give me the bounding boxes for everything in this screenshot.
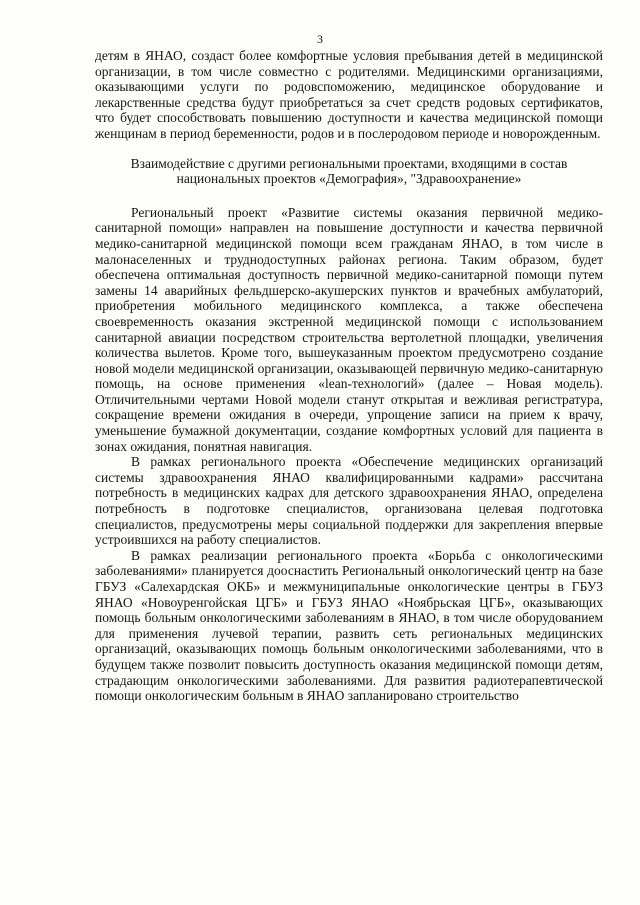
body-paragraph: Региональный проект «Развитие системы оказания первичной медико-санитарной помощи» направлен на повышение доступности и качества первичной медико-санитарной медицинской помощи всем гражданам ЯНАО, в том числе в малонаселенных и труднодоступных районах региона. Таким образом, будет обеспечена оптимальная доступность первичной медико-санитарной помощи путем замены 14 аварийных фельдшерско-акушерских пунктов и врачебных амбулаторий, приобретения мобильного медицинского комплекса, а также обеспечена своевременность оказания экстренной медицинской помощи с использованием санитарной авиации посредством строительства вертолетной площадки, увеличения количества вылетов. Кроме того, вышеуказанным проектом предусмотрено создание новой модели медицинской организации, оказывающей первичную медико-санитарную помощь, на основе применения «lean-технологий» (далее – Новая модель). Отличительными чертами Новой модели станут открытая и вежливая регистратура, сокращение времени ожидания в очереди, упрощение записи на прием к врачу, уменьшение бумажной документации, создание комфортных условий для пациента в зонах ожидания, понятная навигация. (95, 204, 603, 454)
document-body (95, 48, 603, 704)
page-number: 3 (317, 32, 323, 46)
body-paragraph: В рамках регионального проекта «Обеспечение медицинских организаций системы здравоохранения ЯНАО квалифицированными кадрами» рассчитана потребность в медицинских кадрах для детского здравоохранения ЯНАО, определена потребность в подготовке специалистов, организована целевая подготовка специалистов, предусмотрены меры социальной поддержки для закрепления впервые устроившихся на работу специалистов. (95, 454, 603, 548)
body-paragraph: детям в ЯНАО, создаст более комфортные условия пребывания детей в медицинской организации, в том числе совместно с родителями. Медицинскими организациями, оказывающими услуги по родовспоможению, медицинское оборудование и лекарственные средства будут приобретаться за счет средств родовых сертификатов, что будет способствовать повышению доступности и качества медицинской помощи женщинам в период беременности, родов и в послеродовом периоде и новорожденным. (95, 48, 603, 141)
body-paragraph: В рамках реализации регионального проекта «Борьба с онкологическими заболеваниями» планируется дооснастить Региональный онкологический центр на базе ГБУЗ «Салехардская ОКБ» и межмуниципальные онкологические центры в ГБУЗ ЯНАО «Новоуренгойская ЦГБ» и ГБУЗ ЯНАО «Ноябрьская ЦГБ», оказывающих помощь больным онкологическими заболеваниям в ЯНАО, в том числе оборудованием для применения лучевой терапии, развить сеть региональных медицинских организаций, оказывающих помощь больным онкологическими заболеваниями, что в будущем также позволит повысить доступность оказания медицинской помощи детям, страдающим онкологическими заболеваниями. Для развития радиотерапевтической помощи онкологическим больным в ЯНАО запланировано строительство (95, 547, 603, 704)
section-heading: Взаимодействие с другими региональными проектами, входящими в состав национальных проектов «Демография», "Здравоохранение» (130, 155, 568, 187)
